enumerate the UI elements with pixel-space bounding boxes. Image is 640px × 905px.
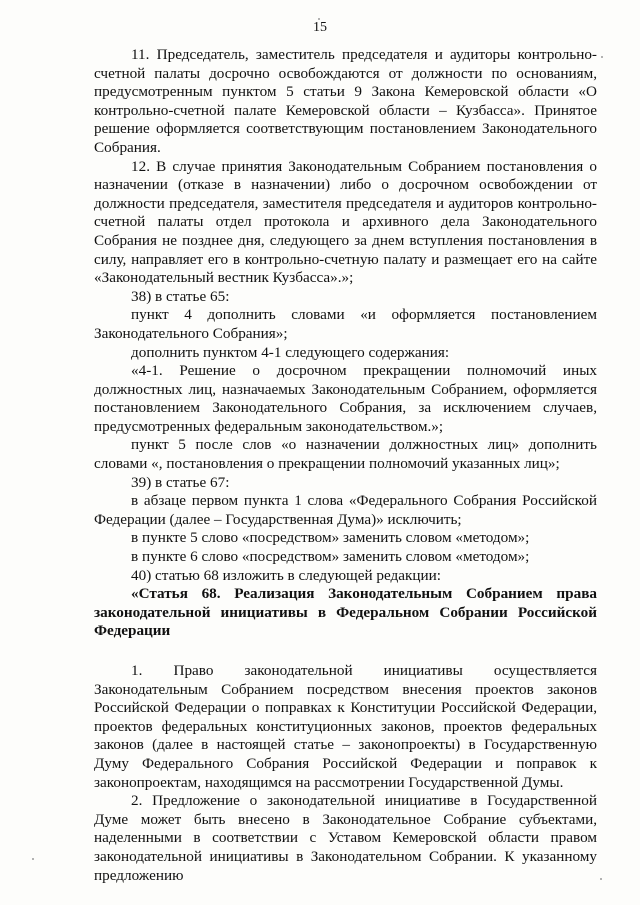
- paragraph-67-point-1: в абзаце первом пункта 1 слова «Федерального Собрания Российской Федерации (далее – Государственная Дума)» исключить;: [94, 492, 597, 528]
- page-number: 15: [313, 20, 327, 35]
- paragraph-67-point-5: в пункте 5 слово «посредством» заменить словом «методом»;: [131, 529, 530, 547]
- paragraph-68-item-2: 2. Предложение о законодательной инициативе в Государственной Думе может быть внесено в Законодательное Собрание субъектами, наделенными в соответствии с Уставом Кемеровской области правом законодательной инициативы в Законодательном Собрании. К указанному предложению: [94, 792, 597, 884]
- scan-speck: [318, 18, 320, 20]
- paragraph-67-point-6: в пункте 6 слово «посредством» заменить словом «методом»;: [131, 548, 530, 566]
- paragraph-68-item-1: 1. Право законодательной инициативы осуществляется Законодательным Собранием посредством внесения проектов законов Российской Федерации о поправках к Конституции Российской Федерации, проектов федеральных конституционных законов, проектов федеральных законов (далее в настоящей статье – законопроекты) в Государственную Думу Федерального Собрания Российской Федерации и поправок к законопроектам, находящимся на рассмотрении Государственной Думы.: [94, 662, 597, 791]
- paragraph-point-4: пункт 4 дополнить словами «и оформляется постановлением Законодательного Собрания»;: [94, 306, 597, 342]
- scan-speck: [32, 858, 34, 860]
- article-68-heading: «Статья 68. Реализация Законодательным Собранием права законодательной инициативы в Федеральном Собрании Российской Федерации: [94, 585, 597, 640]
- scan-speck: [601, 56, 603, 58]
- document-body: [94, 46, 597, 885]
- scan-speck: [600, 878, 602, 880]
- paragraph-amendment-38: 38) в статье 65:: [131, 287, 230, 305]
- paragraph-amendment-39: 39) в статье 67:: [131, 473, 230, 491]
- paragraph-point-4-1-text: «4-1. Решение о досрочном прекращении полномочий иных должностных лиц, назначаемых Законодательным Собранием, оформляется постановлением Законодательного Собрания, за исключением случаев, предусмотренных федеральным законодательством.»;: [94, 362, 597, 435]
- paragraph-point-5: пункт 5 после слов «о назначении должностных лиц» дополнить словами «, постановления о прекращении полномочий указанных лиц»;: [94, 436, 597, 473]
- paragraph-add-point-4-1: дополнить пунктом 4-1 следующего содержания:: [131, 343, 450, 361]
- paragraph-item-11: 11. Председатель, заместитель председателя и аудиторы контрольно-счетной палаты досрочно освобождаются от должности по основаниям, предусмотренным пунктом 5 статьи 9 Закона Кемеровской области «О контрольно-счетной палате Кемеровской области – Кузбасса». Принятое решение оформляется соответствующим постановлением Законодательного Собрания.: [94, 46, 597, 156]
- paragraph-amendment-40: 40) статью 68 изложить в следующей редакции:: [131, 566, 441, 584]
- paragraph-item-12: 12. В случае принятия Законодательным Собранием постановления о назначении (отказе в назначении) либо о досрочном освобождении от должности председателя, заместителя председателя и аудиторов контрольно-счетной палаты отдел протокола и архивного дела Законодательного Собрания не позднее дня, следующего за днем вступления постановления в силу, направляет его в контрольно-счетную палату и размещает его на сайте «Законодательный вестник Кузбасса».»;: [94, 157, 597, 287]
